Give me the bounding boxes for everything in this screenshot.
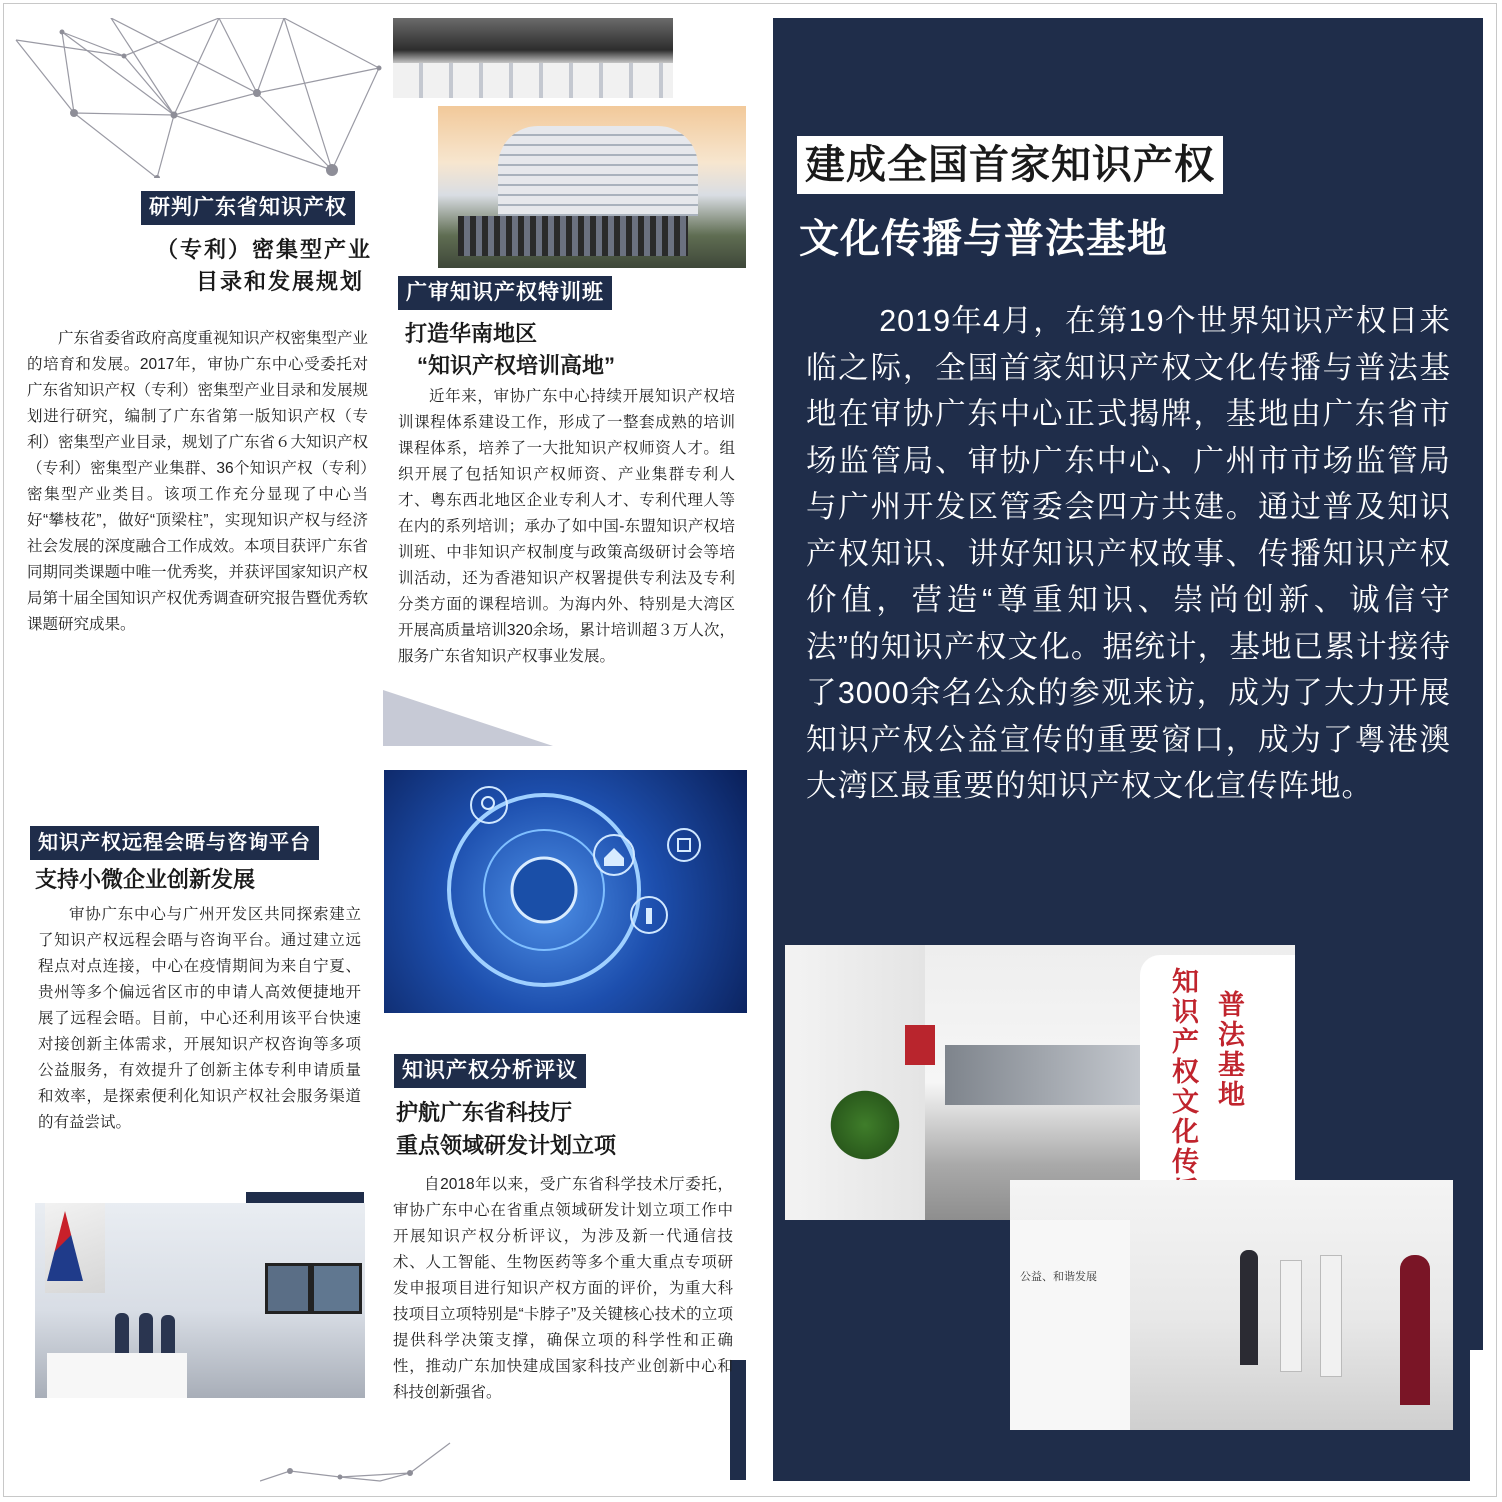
section1-label: 研判广东省知识产权	[141, 191, 355, 225]
section3-subtitle: 支持小微企业创新发展	[35, 867, 256, 892]
section3-body	[38, 902, 361, 1136]
feature-title-2: 文化传播与普法基地	[799, 217, 1168, 261]
section2-body	[398, 384, 735, 670]
decorative-triangle	[383, 690, 553, 746]
section3-label: 知识产权远程会晤与咨询平台	[30, 826, 319, 860]
exhibit-wall-text-right: 普法基地	[1218, 990, 1245, 1110]
photo-classroom	[393, 18, 673, 98]
photo-tech-network	[384, 770, 747, 1013]
section2-subtitle-2: “知识产权培训高地”	[417, 353, 616, 378]
section3-paragraph: 审协广东中心与广州开发区共同探索建立了知识产权远程会晤与咨询平台。通过建立远程点对点连接，中心在疫情期间为来自宁夏、贵州等多个偏远省区市的申请人高效便捷地开展了远程会晤。目前，中心还利用该平台快速对接创新主体需求，开展知识产权咨询等多项公益服务，有效提升了创新主体专利申请质量和效率，是探索便利化知识产权社会服务渠道的有益尝试。	[38, 906, 361, 1131]
section1-subtitle-1: （专利）密集型产业	[156, 237, 373, 262]
section1-subtitle-2: 目录和发展规划	[196, 269, 365, 294]
photo-building-group	[438, 106, 746, 268]
section4-subtitle-2: 重点领域研发计划立项	[396, 1133, 617, 1158]
photo-remote-meeting	[35, 1203, 365, 1398]
visit-wall-text: 公益、和谐发展	[1020, 1271, 1097, 1283]
section4-label: 知识产权分析评议	[394, 1054, 586, 1088]
section2-subtitle-1: 打造华南地区	[405, 321, 538, 346]
corner-block	[1470, 1350, 1483, 1481]
section4-subtitle-1: 护航广东省科技厅	[396, 1100, 573, 1125]
section2-paragraph: 近年来，审协广东中心持续开展知识产权培训课程体系建设工作，形成了一整套成熟的培训课程体系，培养了一大批知识产权师资人才。组织开展了包括知识产权师资、产业集群专利人才、粤东西北地区企业专利人才、专利代理人等在内的系列培训；承办了如中国-东盟知识产权培训班、中非知识产权制度与政策高级研讨会等培训活动，还为香港知识产权署提供专利法及专利分类方面的课程培训。为海内外、特别是大湾区开展高质量培训320余场，累计培训超３万人次，服务广东省知识产权事业发展。	[398, 388, 735, 665]
feature-paragraph: 2019年4月，在第19个世界知识产权日来临之际，全国首家知识产权文化传播与普法基地在审协广东中心正式揭牌，基地由广东省市场监管局、审协广东中心、广州市市场监管局与广州开发区管委会四方共建。通过普及知识产权知识、讲好知识产权故事、传播知识产权价值，营造“尊重知识、崇尚创新、诚信守法”的知识产权文化。据统计，基地已累计接待了3000余名公众的参观来访，成为了大力开展知识产权公益宣传的重要窗口，成为了粤港澳大湾区最重要的知识产权文化宣传阵地。	[806, 304, 1451, 803]
network-decoration-bottom	[260, 1415, 460, 1485]
tech-icons	[384, 770, 747, 1013]
section4-paragraph: 自2018年以来，受广东省科学技术厅委托，审协广东中心在省重点领域研发计划立项工作中开展知识产权分析评议，为涉及新一代通信技术、人工智能、生物医药等多个重大重点专项研发申报项目进行知识产权方面的评价，为重大科技项目立项特别是“卡脖子”及关键核心技术的立项提供科学决策支撑，确保立项的科学性和正确性，推动广东加快建成国家科技产业创新中心和科技创新强省。	[393, 1176, 733, 1401]
section1-paragraph: 广东省委省政府高度重视知识产权密集型产业的培育和发展。2017年，审协广东中心受委托对广东省知识产权（专利）密集型产业目录和发展规划进行研究，编制了广东省第一版知识产权（专利）密集型产业目录，规划了广东省６大知识产权（专利）密集型产业集群、36个知识产权（专利）密集型产业类目。该项工作充分显现了中心当好“攀枝花”，做好“顶梁柱”，实现知识产权与经济社会发展的深度融合工作成效。本项目获评广东省同期同类课题中唯一优秀奖，并获评国家知识产权局第十届全国知识产权优秀调查研究报告暨优秀软课题研究成果。	[27, 330, 369, 633]
section1-body	[27, 326, 368, 638]
feature-title-1: 建成全国首家知识产权	[797, 136, 1223, 194]
section2-label: 广审知识产权特训班	[398, 276, 612, 310]
photo-officials-visit	[1010, 1180, 1453, 1430]
network-decoration-top	[14, 18, 384, 178]
section4-body	[393, 1172, 733, 1406]
photo-exhibit-hall	[785, 945, 1295, 1220]
exhibit-wall-text-left: 知识产权文化传	[1172, 967, 1199, 1177]
feature-body	[806, 298, 1451, 810]
